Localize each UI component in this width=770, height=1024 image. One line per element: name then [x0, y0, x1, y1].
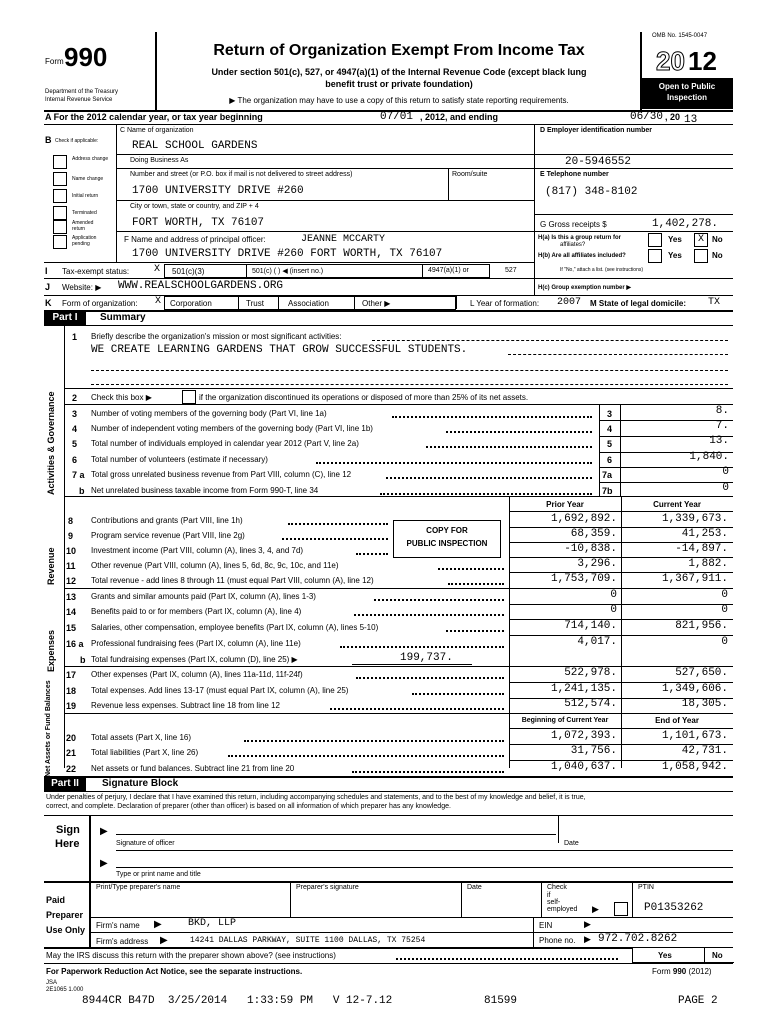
employees: 13. — [709, 435, 729, 447]
exp-15-prior: 714,140. — [564, 620, 617, 632]
rev-9-current: 41,253. — [681, 528, 728, 540]
part-2-tag: Part II — [44, 777, 86, 791]
exp-15-current: 821,956. — [675, 620, 728, 632]
exp-14-prior: 0 — [610, 604, 617, 616]
phone-value: (817) 348-8102 — [545, 186, 638, 198]
website-value: WWW.REALSCHOOLGARDENS.ORG — [118, 280, 284, 292]
rev-9-prior: 68,359. — [570, 528, 617, 540]
rev-12-current: 1,367,911. — [661, 573, 728, 585]
ptin-value: P01353262 — [644, 902, 704, 914]
exp-19-current: 18,305. — [681, 698, 728, 710]
preparer-phone: 972.702.8262 — [598, 933, 678, 945]
net-20-eoy: 1,101,673. — [661, 730, 728, 742]
line-a-label: A For the 2012 calendar year, or tax year beginning — [45, 112, 263, 122]
side-activities: Activities & Governance — [46, 391, 56, 495]
irs-label: Internal Revenue Service — [45, 97, 113, 103]
gross-receipts: 1,402,278. — [652, 218, 719, 230]
net-21-boy: 31,756. — [570, 745, 617, 757]
rev-11-current: 1,882. — [688, 558, 728, 570]
self-employed-checkbox[interactable] — [614, 902, 628, 916]
ein-value: 20-5946552 — [565, 156, 632, 168]
subtitle-line1: Under section 501(c), 527, or 4947(a)(1) of the Internal Revenue Code (except black lung — [211, 67, 587, 77]
print-stamp-code: 81599 — [484, 995, 518, 1007]
page-number: PAGE 2 — [678, 995, 718, 1007]
exp-14-current: 0 — [721, 604, 728, 616]
amended-return-checkbox[interactable] — [53, 220, 67, 234]
state-notice: ▶ The organization may have to use a copy of this return to satisfy state reporting requirements. — [229, 96, 569, 105]
exp-17-prior: 522,978. — [564, 667, 617, 679]
dept-label: Department of the Treasury — [45, 89, 119, 95]
year-outline: 20 — [656, 46, 685, 76]
side-net-assets: Net Assets or Fund Balances — [45, 680, 52, 777]
here-label: Here — [55, 838, 80, 850]
part-1-tag: Part I — [44, 311, 86, 325]
independent-members: 7. — [715, 420, 729, 432]
exp-17-current: 527,650. — [675, 667, 728, 679]
org-city: FORT WORTH, TX 76107 — [132, 217, 265, 229]
org-street: 1700 UNIVERSITY DRIVE #260 — [132, 185, 304, 197]
rev-10-prior: -10,838. — [564, 543, 617, 555]
year-of-formation: 2007 — [557, 297, 582, 308]
fundraising-total: 199,737. — [400, 652, 453, 664]
open-public-banner: Open to Public Inspection — [641, 78, 733, 109]
mission-text: WE CREATE LEARNING GARDENS THAT GROW SUCCESSFUL STUDENTS. — [91, 344, 468, 356]
hb-yes-checkbox[interactable] — [648, 249, 662, 263]
i-501c3-mark: X — [154, 264, 161, 275]
subtitle-line2: benefit trust or private foundation) — [325, 79, 473, 89]
form-label: Form — [45, 57, 64, 66]
exp-16a-prior: 4,017. — [577, 636, 617, 648]
initial-return-checkbox[interactable] — [53, 189, 67, 203]
ha-no-checkbox[interactable]: X — [694, 233, 708, 247]
discontinued-checkbox[interactable] — [182, 390, 196, 404]
omb-number: OMB No. 1545-0047 — [652, 33, 708, 39]
line-a-mid: , 2012, and ending — [420, 112, 499, 122]
net-20-boy: 1,072,393. — [550, 730, 617, 742]
ubi-net: 0 — [722, 482, 729, 494]
rev-10-current: -14,897. — [675, 543, 728, 555]
part-1-title: Summary — [100, 312, 146, 323]
volunteers: 1,840. — [689, 451, 729, 463]
officer-name-title-field[interactable] — [116, 856, 733, 868]
exp-13-current: 0 — [721, 589, 728, 601]
address-change-checkbox[interactable] — [53, 155, 67, 169]
exp-13-prior: 0 — [610, 589, 617, 601]
net-21-eoy: 42,731. — [681, 745, 728, 757]
sign-label: Sign — [56, 824, 80, 836]
terminated-checkbox[interactable] — [53, 206, 67, 220]
page-title: Return of Organization Exempt From Income Tax — [213, 42, 585, 59]
sign-arrow: ▶ — [100, 826, 108, 837]
print-stamp: 8944CR B47D 3/25/2014 1:33:59 PM V 12-7.12 — [82, 995, 393, 1007]
net-22-boy: 1,040,637. — [550, 761, 617, 773]
exp-18-current: 1,349,606. — [661, 683, 728, 695]
tax-year-end-yr: 13 — [684, 114, 698, 126]
exp-18-prior: 1,241,135. — [550, 683, 617, 695]
part-2-title: Signature Block — [102, 778, 179, 789]
hb-no-checkbox[interactable] — [694, 249, 708, 263]
firm-name: BKD, LLP — [188, 918, 237, 929]
officer-address: 1700 UNIVERSITY DRIVE #260 FORT WORTH, TX 76107 — [132, 248, 443, 260]
public-inspection-stamp: COPY FOR PUBLIC INSPECTION — [393, 520, 501, 558]
rev-11-prior: 3,296. — [577, 558, 617, 570]
rev-8-current: 1,339,673. — [661, 513, 728, 525]
tax-year-end: 06/30 — [630, 111, 664, 123]
state-domicile: TX — [708, 297, 721, 308]
voting-members: 8. — [715, 405, 729, 417]
officer-signature-field[interactable] — [116, 820, 556, 835]
form-number: 990 — [64, 42, 108, 72]
org-name: REAL SCHOOL GARDENS — [132, 140, 258, 152]
side-revenue: Revenue — [46, 547, 56, 585]
application-pending-checkbox[interactable] — [53, 235, 67, 249]
ubi-gross: 0 — [722, 466, 729, 478]
year-bold: 12 — [688, 46, 717, 76]
exp-16a-current: 0 — [721, 636, 728, 648]
rev-12-prior: 1,753,709. — [550, 573, 617, 585]
rev-8-prior: 1,692,892. — [550, 513, 617, 525]
tax-year-begin: 07/01 — [380, 111, 414, 123]
side-expenses: Expenses — [46, 629, 56, 672]
principal-officer: JEANNE MCCARTY — [301, 234, 386, 245]
ha-yes-checkbox[interactable] — [648, 233, 662, 247]
firm-address: 14241 DALLAS PARKWAY, SUITE 1100 DALLAS, TX 75254 — [190, 936, 426, 945]
name-change-checkbox[interactable] — [53, 172, 67, 186]
net-22-eoy: 1,058,942. — [661, 761, 728, 773]
exp-19-prior: 512,574. — [564, 698, 617, 710]
